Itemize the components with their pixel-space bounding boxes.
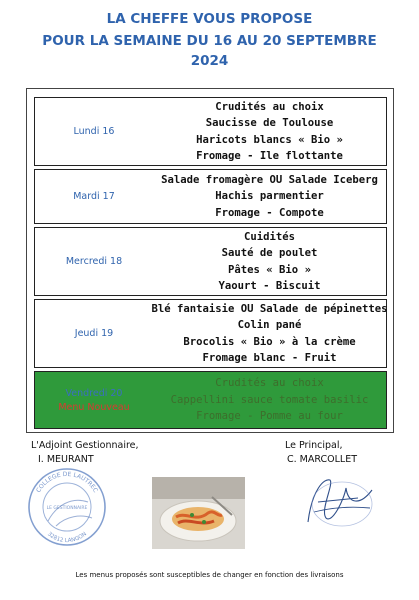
dish: Hachis parmentier <box>215 190 324 203</box>
menu-table <box>26 88 394 433</box>
dish: Cappellini sauce tomate basilic <box>170 393 369 406</box>
dish: Sauté de poulet <box>221 247 318 259</box>
dish: Colin pané <box>237 319 302 331</box>
dish-list <box>153 372 386 428</box>
right-signature-title: Le Principal, <box>285 440 343 451</box>
dish-list <box>153 170 386 223</box>
svg-text:COLLEGE DE LAUTREC <box>35 471 99 494</box>
day-row-vendredi <box>34 371 387 429</box>
college-stamp <box>26 466 108 548</box>
stamp-top-text: COLLEGE DE LAUTREC <box>35 470 99 494</box>
dish: Haricots blancs « Bio » <box>196 133 343 146</box>
day-row-lundi <box>34 97 387 166</box>
day-label-group <box>35 372 153 428</box>
dish: Fromage - Pomme au four <box>196 410 343 423</box>
left-signature-name: I. MEURANT <box>38 454 94 465</box>
dish-list <box>153 228 386 295</box>
dish: Salade fromagère OU Salade Iceberg <box>161 173 378 186</box>
day-label: Mardi 17 <box>73 191 115 202</box>
dish: Blé fantaisie OU Salade de pépinettes <box>151 302 388 315</box>
stamp-bottom-text: 32812 LANGON <box>46 531 88 545</box>
day-label: Mercredi 18 <box>65 256 123 267</box>
day-label: Vendredi 20 <box>65 387 123 399</box>
footer-note: Les menus proposés sont susceptibles de changer en fonction des livraisons <box>75 571 344 579</box>
menu-note: Menu Nouveau <box>58 401 130 413</box>
day-label: Lundi 16 <box>73 126 115 137</box>
day-row-mardi <box>34 169 387 224</box>
menu-title-line1: LA CHEFFE VOUS PROPOSE <box>106 11 313 27</box>
dish: Fromage - Compote <box>215 206 324 219</box>
dish: Cuidités <box>243 230 296 243</box>
dish: Pâtes « Bio » <box>228 263 311 276</box>
right-signature-name: C. MARCOLLET <box>287 454 357 465</box>
day-row-mercredi <box>34 227 387 296</box>
day-row-jeudi <box>34 299 387 368</box>
dish: Fromage blanc - Fruit <box>202 352 337 364</box>
dish-list <box>153 300 386 367</box>
dish: Crudités au choix <box>215 100 324 113</box>
dish: Saucisse de Toulouse <box>205 117 334 129</box>
dish: Fromage - Ile flottante <box>196 150 343 162</box>
menu-title-year: 2024 <box>190 53 229 69</box>
dish: Brocolis « Bio » à la crème <box>183 335 356 348</box>
day-label: Jeudi 19 <box>74 328 114 339</box>
dish-list <box>153 98 386 165</box>
menu-title-line2: POUR LA SEMAINE DU 16 AU 20 SEPTEMBRE <box>42 33 377 49</box>
pasta-dish-image <box>152 477 245 549</box>
principal-signature <box>300 470 380 530</box>
stamp-center-text: LE GESTIONNAIRE <box>46 506 88 511</box>
left-signature-title: L'Adjoint Gestionnaire, <box>31 440 139 451</box>
dish: Crudités au choix <box>215 377 324 390</box>
dish: Yaourt - Biscuit <box>218 280 321 292</box>
